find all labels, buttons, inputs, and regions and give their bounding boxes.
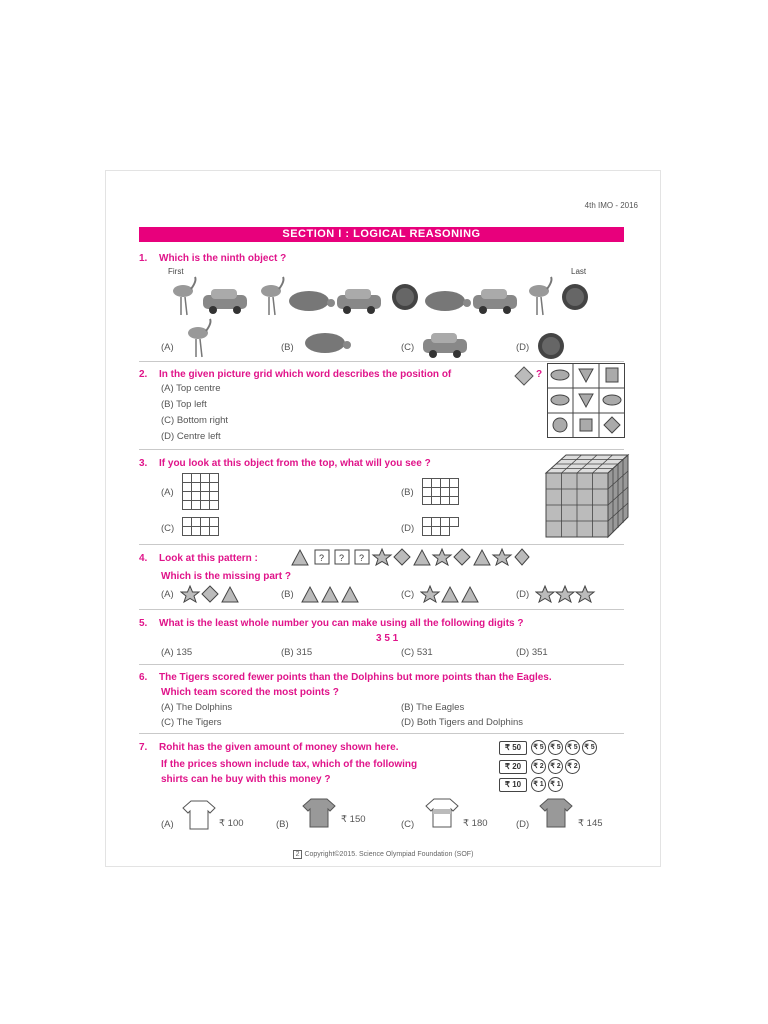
question-5: 5. What is the least whole number you can make using all the following digits ? <box>139 618 524 629</box>
question-6-line2: Which team scored the most points ? <box>161 687 339 698</box>
coin-5: ₹ 5 <box>548 740 563 755</box>
divider <box>139 664 624 665</box>
object-sequence <box>161 275 636 317</box>
svg-text:?: ? <box>319 553 325 563</box>
question-7-line3: shirts can he buy with this money ? <box>161 774 331 785</box>
svg-text:?: ? <box>339 553 345 563</box>
grid-4x2-icon <box>182 517 220 537</box>
shirt-icon <box>301 797 337 829</box>
coin-5: ₹ 5 <box>582 740 597 755</box>
q6-option-a[interactable]: (A) The Dolphins <box>161 702 233 713</box>
turtle-icon <box>289 291 335 311</box>
star-diamond-triangle-icon <box>180 584 242 604</box>
q6-option-b[interactable]: (B) The Eagles <box>401 702 465 713</box>
question-2: 2. In the given picture grid which word describes the position of <box>139 369 452 380</box>
q5-option-b[interactable]: (B) 315 <box>281 647 313 658</box>
flamingo-icon <box>184 317 220 359</box>
q4-option-a[interactable]: (A) <box>161 589 174 600</box>
question-6: 6. The Tigers scored fewer points than the Dolphins but more points than the Eagles. <box>139 672 552 683</box>
grid-4x4-icon <box>182 473 220 511</box>
divider <box>139 544 624 545</box>
section-title: SECTION I : LOGICAL REASONING <box>139 227 624 242</box>
car-icon <box>203 289 247 314</box>
q7-option-b[interactable]: (B) <box>276 819 289 830</box>
car-icon <box>421 331 471 361</box>
grid-partial-icon <box>422 517 462 537</box>
q3-option-a[interactable]: (A) <box>161 487 174 498</box>
question-7: 7. Rohit has the given amount of money shown here. <box>139 742 399 753</box>
q5-option-a[interactable]: (A) 135 <box>161 647 193 658</box>
divider <box>139 609 624 610</box>
shape-pattern <box>290 547 530 567</box>
question-1: 1. Which is the ninth object ? <box>139 253 287 264</box>
q4-option-c[interactable]: (C) <box>401 589 415 600</box>
coin-1: ₹ 1 <box>548 777 563 792</box>
q3-option-d[interactable]: (D) <box>401 523 415 534</box>
q7-option-d[interactable]: (D) <box>516 819 530 830</box>
first-label: First <box>168 267 184 276</box>
q6-option-d[interactable]: (D) Both Tigers and Dolphins <box>401 717 523 728</box>
sun-icon <box>392 284 418 310</box>
coin-5: ₹ 5 <box>531 740 546 755</box>
question-paper-page <box>105 170 661 867</box>
q2-option-d[interactable]: (D) Centre left <box>161 431 221 442</box>
turtle-icon <box>301 331 357 357</box>
grid-4x3-icon <box>422 478 460 506</box>
divider <box>139 361 624 362</box>
divider <box>139 733 624 734</box>
shirt-icon <box>424 797 460 829</box>
question-4: 4. Look at this pattern : <box>139 553 258 564</box>
q1-option-c[interactable]: (C) <box>401 342 415 353</box>
q5-option-c[interactable]: (C) 531 <box>401 647 433 658</box>
q4-option-b[interactable]: (B) <box>281 589 294 600</box>
q7-price-a: ₹ 100 <box>219 818 244 829</box>
flamingo-icon <box>261 277 284 315</box>
coin-2: ₹ 2 <box>548 759 563 774</box>
question-7-line2: If the prices shown include tax, which of the following <box>161 759 418 770</box>
question-4-sub: Which is the missing part ? <box>161 571 292 582</box>
picture-grid <box>547 363 625 438</box>
car-icon <box>337 289 381 314</box>
q1-option-a[interactable]: (A) <box>161 342 174 353</box>
flamingo-icon <box>173 277 196 315</box>
last-label: Last <box>571 267 587 276</box>
cube-object-icon <box>542 451 632 541</box>
shirt-icon <box>538 797 574 829</box>
note-50: ₹ 50 <box>499 741 527 755</box>
q3-option-c[interactable]: (C) <box>161 523 175 534</box>
q7-option-c[interactable]: (C) <box>401 819 415 830</box>
sun-icon <box>536 331 566 361</box>
q5-digits: 3 5 1 <box>376 633 399 644</box>
coin-5: ₹ 5 <box>565 740 580 755</box>
q6-option-c[interactable]: (C) The Tigers <box>161 717 222 728</box>
car-icon <box>473 289 517 314</box>
divider <box>139 449 624 450</box>
turtle-icon <box>425 291 471 311</box>
svg-text:?: ? <box>359 553 365 563</box>
copyright-text: Copyright©2015. Science Olympiad Foundation (SOF) <box>304 851 474 858</box>
q2-option-a[interactable]: (A) Top centre <box>161 383 221 394</box>
q7-price-c: ₹ 180 <box>463 818 488 829</box>
note-10: ₹ 10 <box>499 778 527 792</box>
diamond-icon <box>514 366 534 386</box>
coin-1: ₹ 1 <box>531 777 546 792</box>
three-stars-icon <box>535 584 597 604</box>
q4-option-d[interactable]: (D) <box>516 589 530 600</box>
q5-option-d[interactable]: (D) 351 <box>516 647 548 658</box>
q7-price-d: ₹ 145 <box>578 818 603 829</box>
page-number: 2 <box>293 850 303 859</box>
coin-2: ₹ 2 <box>565 759 580 774</box>
question-3: 3. If you look at this object from the top, what will you see ? <box>139 458 431 469</box>
q7-option-a[interactable]: (A) <box>161 819 174 830</box>
three-triangles-icon <box>300 584 362 604</box>
star-triangle-triangle-icon <box>420 584 482 604</box>
q1-option-b[interactable]: (B) <box>281 342 294 353</box>
q1-option-d[interactable]: (D) <box>516 342 530 353</box>
shirt-icon <box>181 799 217 831</box>
q7-price-b: ₹ 150 <box>341 814 366 825</box>
page-footer <box>106 851 660 858</box>
q2-option-c[interactable]: (C) Bottom right <box>161 415 229 426</box>
sun-icon <box>562 284 588 310</box>
flamingo-icon <box>529 277 552 315</box>
q2-qmark: ? <box>536 369 543 380</box>
exam-code: 4th IMO - 2016 <box>584 201 638 210</box>
q3-option-b[interactable]: (B) <box>401 487 414 498</box>
note-20: ₹ 20 <box>499 760 527 774</box>
coin-2: ₹ 2 <box>531 759 546 774</box>
q2-option-b[interactable]: (B) Top left <box>161 399 207 410</box>
